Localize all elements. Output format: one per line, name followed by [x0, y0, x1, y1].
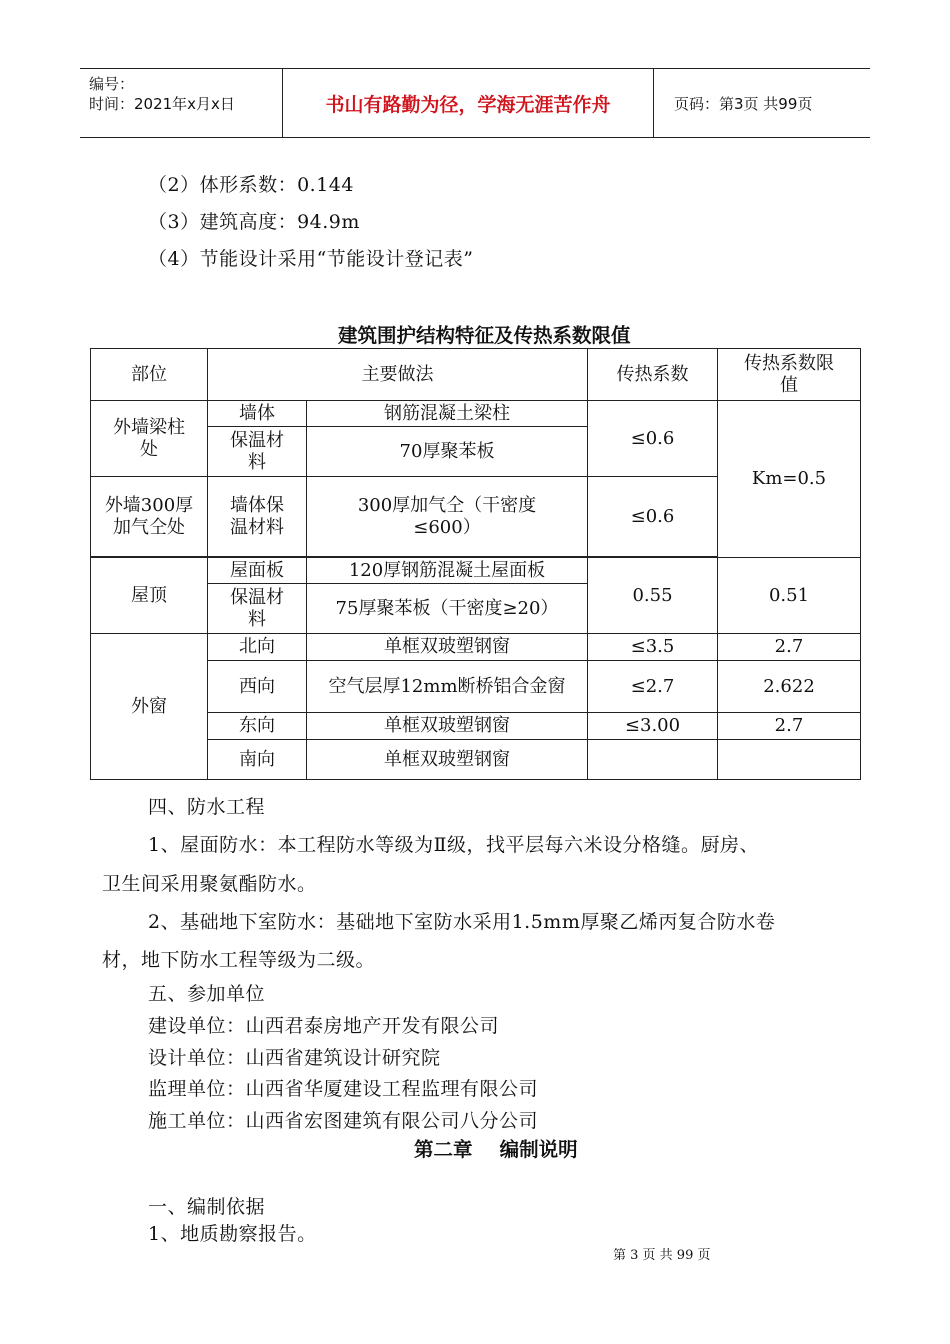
cell-sub: 墙体: [208, 401, 307, 427]
heat-transfer-table: [90, 348, 861, 780]
cell-limit: 2.7: [718, 634, 861, 661]
header-method: 主要做法: [208, 349, 588, 401]
intro-line-4: （4）节能设计采用“节能设计登记表”: [148, 248, 474, 270]
header-page-info: [664, 69, 870, 137]
cell-limit: 2.7: [718, 713, 861, 740]
cell-limit-walls: Km=0.5: [718, 401, 861, 558]
section5-title: 五、参加单位: [148, 983, 266, 1005]
number-label: 编号：: [89, 75, 135, 93]
cell-method: 300厚加气仝（干密度≤600）: [307, 477, 588, 557]
table-row: [91, 634, 861, 661]
cell-method: 单框双玻塑钢窗: [307, 713, 588, 740]
header-limit: 传热系数限值: [718, 349, 861, 401]
cell-coef: ≤0.6: [588, 401, 718, 477]
cell-method: 75厚聚苯板（干密度≥20）: [307, 584, 588, 634]
cell-part-window: 外窗: [91, 634, 208, 780]
section5-line: 施工单位：山西省宏图建筑有限公司八分公司: [148, 1110, 539, 1132]
cell-coef: 0.55: [588, 558, 718, 634]
cell-sub: 保温材料: [208, 584, 307, 634]
cell-sub: 墙体保温材料: [208, 477, 307, 557]
cell-limit: 2.622: [718, 661, 861, 713]
section4-p1-line1: 1、屋面防水：本工程防水等级为Ⅱ级，找平层每六米设分格缝。厨房、: [148, 834, 760, 856]
cell-part-ext-wall-beam: 外墙梁柱处: [91, 401, 208, 477]
header-coef: 传热系数: [588, 349, 718, 401]
section5-line: 监理单位：山西省华厦建设工程监理有限公司: [148, 1078, 539, 1100]
cell-method: 钢筋混凝土梁柱: [307, 401, 588, 427]
cell-method: 单框双玻塑钢窗: [307, 740, 588, 780]
table-header-row: [91, 349, 861, 401]
cell-sub: 屋面板: [208, 558, 307, 584]
cell-part-roof: 屋顶: [91, 558, 208, 634]
cell-dir: 东向: [208, 713, 307, 740]
intro-line-3: （3）建筑高度：94.9m: [148, 211, 360, 233]
cell-sub: 保温材料: [208, 427, 307, 477]
time-label: 时间：2021年x月x日: [89, 95, 235, 113]
chapter2-title: 第二章 编制说明: [414, 1138, 578, 1161]
chapter2-sub1: 一、编制依据: [148, 1196, 266, 1218]
cell-limit: [718, 740, 861, 780]
header-part: 部位: [91, 349, 208, 401]
cell-dir: 西向: [208, 661, 307, 713]
section4-p2-line1: 2、基础地下室防水：基础地下室防水采用1.5mm厚聚乙烯丙复合防水卷: [148, 911, 776, 933]
cell-limit: 0.51: [718, 558, 861, 634]
table-row: [91, 558, 861, 584]
cell-method: 70厚聚苯板: [307, 427, 588, 477]
cell-coef: [588, 740, 718, 780]
section4-p2-line2: 材，地下防水工程等级为二级。: [102, 949, 376, 971]
cell-part-ext-wall-300: 外墙300厚加气仝处: [91, 477, 208, 557]
section4-p1-line2: 卫生间采用聚氨酯防水。: [102, 873, 317, 895]
header-meta-cell: [80, 69, 283, 137]
cell-dir: 南向: [208, 740, 307, 780]
table-title: 建筑围护结构特征及传热系数限值: [338, 324, 631, 347]
page-footer: 第 3 页 共 99 页: [613, 1248, 711, 1263]
cell-coef: ≤2.7: [588, 661, 718, 713]
cell-dir: 北向: [208, 634, 307, 661]
chapter2-item1: 1、地质勘察报告。: [148, 1223, 317, 1245]
section5-line: 设计单位：山西省建筑设计研究院: [148, 1047, 441, 1069]
table-row: [91, 401, 861, 427]
header-motto: 书山有路勤为径，学海无涯苦作舟: [283, 69, 654, 137]
cell-coef: ≤3.00: [588, 713, 718, 740]
cell-coef: ≤0.6: [588, 477, 718, 557]
page-info-text: 页码：第3页 共99页: [674, 94, 813, 113]
section5-line: 建设单位：山西君泰房地产开发有限公司: [148, 1015, 500, 1037]
cell-method: 空气层厚12mm断桥铝合金窗: [307, 661, 588, 713]
document-header: [80, 68, 870, 138]
section4-title: 四、防水工程: [148, 796, 266, 818]
intro-line-2: （2）体形系数：0.144: [148, 174, 354, 196]
cell-method: 120厚钢筋混凝土屋面板: [307, 558, 588, 584]
cell-coef: ≤3.5: [588, 634, 718, 661]
cell-method: 单框双玻塑钢窗: [307, 634, 588, 661]
